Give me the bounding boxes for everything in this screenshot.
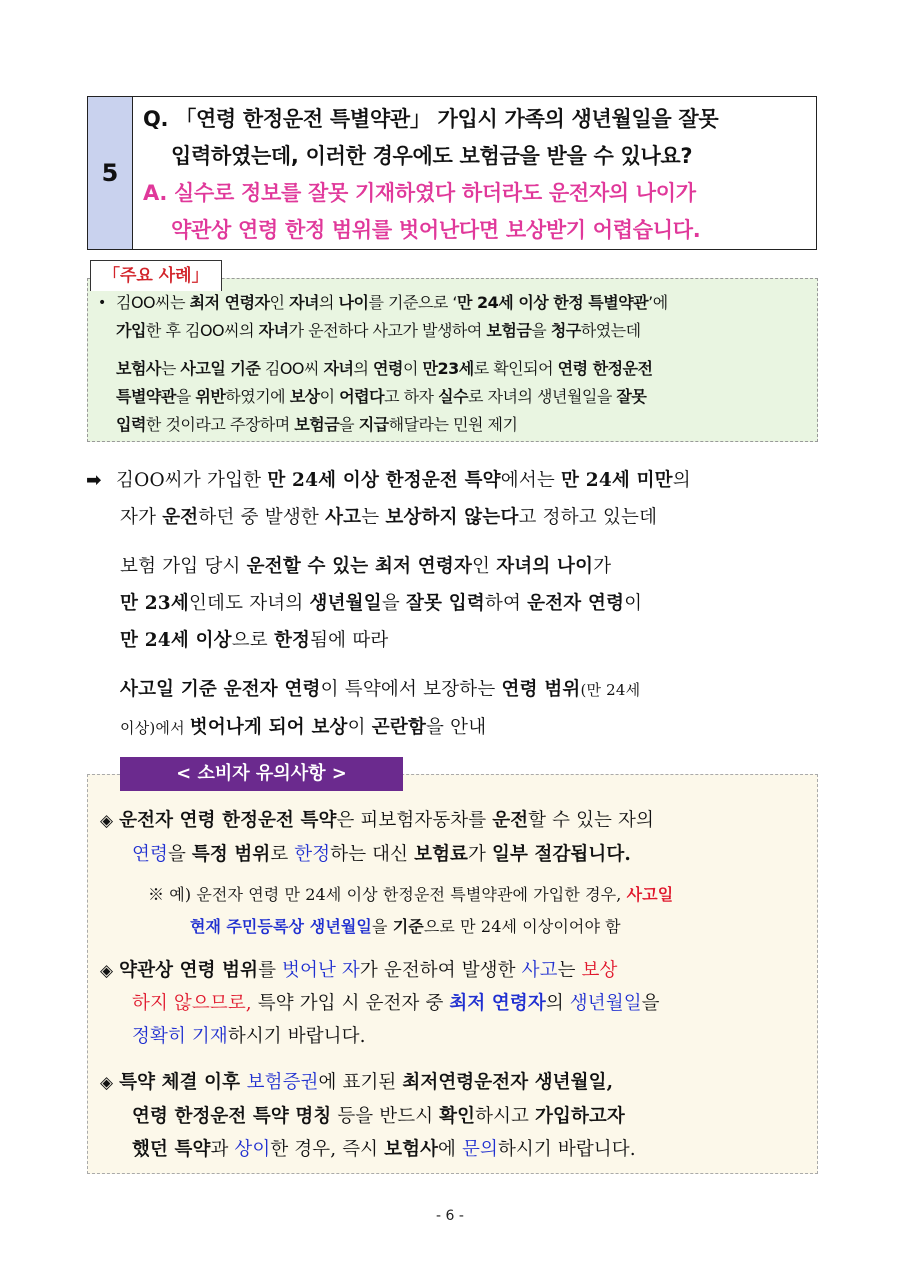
case-text: 연령 한정운전 [557,359,653,378]
notice-text: 운전 [492,810,529,831]
case-text: 는 [160,359,181,378]
explain-text: 이 [624,593,643,614]
notice-text: 상이 [234,1139,271,1160]
notice-text: 가입하고자 [535,1106,625,1127]
case-text: 의 [318,293,339,312]
notice-text: 약관상 연령 범위 [119,960,259,981]
case-text: 김OO씨는 [116,293,190,312]
explain-text: (만 24세 [580,681,641,699]
case-text: 이 [319,387,340,406]
case-text: 자녀 [289,293,319,312]
explain-text: 하던 중 발생한 [198,507,326,528]
explain-line-2 [86,499,826,536]
case-text: 를 기준으로 ‘ [368,293,457,312]
notice-text: 하시기 바랍니다. [227,1026,366,1047]
case-text: 을 [531,321,551,340]
notice-text: 를 [258,960,283,981]
notice-text: 한정 [294,844,331,865]
notice-text: 의 [545,993,570,1014]
diamond-bullet-icon: ◈ [100,811,114,831]
explain-text: 이상)에서 [120,719,190,737]
explain-text: 자가 [120,507,163,528]
case-text: 을 [175,387,196,406]
case-text: ’에 [648,293,668,312]
explain-text: 고 정하고 있는데 [518,507,658,528]
case-text: 한 후 김OO씨의 [145,321,259,340]
case-text: 이 [402,359,423,378]
case-text: 한 것이라고 주장하며 [145,415,295,434]
notice-text: 한 경우, 즉시 [270,1139,385,1160]
notice-text: 문의 [462,1139,498,1160]
case-text: 어렵다 [339,387,385,406]
notice-line [132,837,631,873]
notice-text: 일부 절감됩니다. [491,844,631,865]
bullet-icon: • [98,295,107,311]
explain-line-3 [86,548,826,585]
page-number: - 6 - [436,1208,464,1224]
case-text: 로 자녀의 생년월일을 [468,387,617,406]
explain-text: 됨에 따라 [310,630,389,651]
explain-text: 가 [593,556,612,577]
case-text: 사고일 기준 [180,359,261,378]
notice-text: 운전자 연령 한정운전 특약 [119,810,337,831]
question-line-1: Q. 「연령 한정운전 특별약관」 가입시 가족의 생년월일을 잘못 [143,107,719,131]
case-text: 김OO씨 [260,359,324,378]
explain-text: 벗어나게 되어 보상 [189,717,348,738]
case-text: 나이 [338,293,369,312]
answer-line-2: 약관상 연령 한정 범위를 벗어난다면 보상받기 어렵습니다. [171,218,701,242]
case-text: 잘못 [616,387,647,406]
explain-text: 을 [381,593,406,614]
notice-text: 등을 반드시 [331,1106,440,1127]
explain-line-7 [86,709,826,747]
notice-text: 에 [438,1139,462,1160]
explain-text: 한정 [273,630,311,651]
qa-box [87,96,817,250]
explain-text: 사고일 기준 운전자 연령 [120,679,321,700]
explain-line-4 [86,585,826,622]
explain-text: 만 24세 이상 한정운전 특약 [267,470,501,491]
notice-line [132,986,660,1022]
notice-text: 연령 [132,844,168,865]
case-text: 만23세 [422,359,474,378]
case-text: 보험사 [116,359,161,378]
case-text: 을 [339,415,359,434]
case-text: 실수 [438,387,469,406]
case-line-1 [116,289,807,317]
arrow-right-icon: ➡ [86,470,102,491]
qa-body [133,97,816,249]
notice-line [100,953,617,989]
explain-text: 이 [347,717,372,738]
case-text: 특별약관 [116,387,176,406]
notice-box [87,774,818,1174]
explain-text: 는 [361,507,386,528]
case-text: 해달라는 민원 제기 [388,415,518,434]
explain-line-1 [86,462,826,499]
explain-text: 만 24세 미만 [561,470,673,491]
diamond-bullet-icon: ◈ [100,961,114,981]
explain-line-5 [86,622,826,659]
notice-note-line [148,877,673,913]
notice-text: 생년월일 [569,993,642,1014]
explain-text: 으로 [231,630,274,651]
explain-text: 인데도 자녀의 [188,593,310,614]
notice-text: 확인 [439,1106,476,1127]
notice-text: 연령 한정운전 특약 명칭 [132,1106,332,1127]
case-text: 만 24세 이상 한정 특별약관 [457,293,649,312]
diamond-bullet-icon: ◈ [100,1073,114,1093]
case-text: 의 [353,359,374,378]
explain-text: 연령 범위 [501,679,581,700]
notice-line [132,1132,636,1168]
notice-line [132,1019,366,1055]
explain-text: 보험 가입 당시 [120,556,247,577]
notice-text: 은 피보험자동차를 [336,810,493,831]
explain-text: 을 안내 [426,717,487,738]
notice-text: 과 [210,1139,235,1160]
explain-text: 잘못 입력 [405,593,485,614]
notice-text: 가 운전하여 발생한 [359,960,522,981]
question-number: 5 [88,97,133,249]
case-line-2 [116,317,807,345]
notice-text: 에 표기된 [318,1072,403,1093]
notice-text: 최저연령운전자 생년월일, [402,1072,614,1093]
notice-text: 하시기 바랍니다. [497,1139,636,1160]
notice-text: 하시고 [475,1106,536,1127]
case-text: 보험금 [294,415,340,434]
notice-text: 하지 않으므로, [132,993,252,1014]
explain-text: 운전자 연령 [527,593,625,614]
case-text: 보상 [289,387,320,406]
case-text: 최저 연령자 [189,293,270,312]
explain-text: 생년월일 [309,593,382,614]
notice-text: 특약 체결 이후 [119,1072,247,1093]
explain-text: 만 23세 [120,593,189,614]
case-box [87,278,818,442]
notice-line [100,803,654,839]
case-text: 하였기에 [225,387,290,406]
explain-text: 자녀의 나이 [496,556,594,577]
notice-text: 사고일 [626,885,674,904]
case-text: 보험금 [486,321,532,340]
notice-text: 하는 대신 [330,844,415,865]
notice-text: 주민등록상 생년월일 [226,917,372,936]
case-text: 인 [269,293,290,312]
case-tag: 「주요 사례」 [90,260,222,291]
case-line-5 [116,411,807,439]
notice-line [100,1065,613,1101]
notice-text: 벗어난 자 [282,960,360,981]
notice-text: 을 [641,993,660,1014]
notice-note-line [190,909,621,945]
notice-text: 현재 [190,917,222,936]
notice-text: 을 [372,917,393,936]
explain-text: 에서는 [500,470,562,491]
case-text: 자녀 [258,321,289,340]
notice-text: ※ 예) 운전자 연령 만 24세 이상 한정운전 특별약관에 가입한 경우, [148,885,627,904]
case-text: 지급 [358,415,389,434]
case-text: 연령 [373,359,403,378]
explain-text: 이 특약에서 보장하는 [320,679,502,700]
explain-text: 하여 [484,593,528,614]
notice-text: 보상 [581,960,618,981]
notice-line [132,1099,625,1135]
notice-text: 을 [167,844,192,865]
question-line-2: 입력하였는데, 이러한 경우에도 보험금을 받을 수 있나요? [171,144,693,168]
case-text: 위반 [195,387,226,406]
explanation [86,462,826,747]
explain-text: 의 [672,470,691,491]
notice-text: 정확히 기재 [132,1026,228,1047]
explain-text: 만 24세 이상 [120,630,232,651]
explain-text: 김OO씨가 가입한 [116,470,268,491]
notice-text: 최저 연령자 [449,993,546,1014]
case-text: 청구 [550,321,581,340]
case-line-4 [116,383,807,411]
case-text: 자녀 [323,359,354,378]
notice-tag: < 소비자 유의사항 > [120,757,403,791]
explain-line-6 [86,671,826,709]
explain-text: 운전할 수 있는 최저 연령자 [246,556,473,577]
notice-text: 보험증권 [246,1072,319,1093]
notice-text: 할 수 있는 자의 [528,810,654,831]
case-line-3 [116,355,807,383]
case-text: 가입 [116,321,146,340]
notice-text: 는 [557,960,582,981]
notice-text: 특약 가입 시 운전자 중 [251,993,450,1014]
notice-text: 보험료 [414,844,469,865]
notice-text: 가 [468,844,492,865]
case-text: 가 운전하다 사고가 발생하여 [288,321,487,340]
explain-text: 운전 [162,507,199,528]
answer-line-1: A. 실수로 정보를 잘못 기재하였다 하더라도 운전자의 나이가 [143,181,696,205]
notice-text: 보험사 [384,1139,439,1160]
case-text: 입력 [116,415,146,434]
case-text: 하였는데 [580,321,641,340]
notice-text: 으로 만 24세 이상이어야 함 [423,917,621,936]
case-text: 고 하자 [384,387,439,406]
notice-text: 로 [270,844,295,865]
explain-text: 보상하지 않는다 [385,507,519,528]
explain-text: 곤란함 [371,717,427,738]
notice-text: 특정 범위 [191,844,271,865]
explain-text: 인 [472,556,497,577]
notice-text: 했던 특약 [132,1139,211,1160]
notice-text: 사고 [521,960,558,981]
notice-text: 기준 [392,917,424,936]
case-text: 로 확인되어 [473,359,558,378]
explain-text: 사고 [325,507,362,528]
